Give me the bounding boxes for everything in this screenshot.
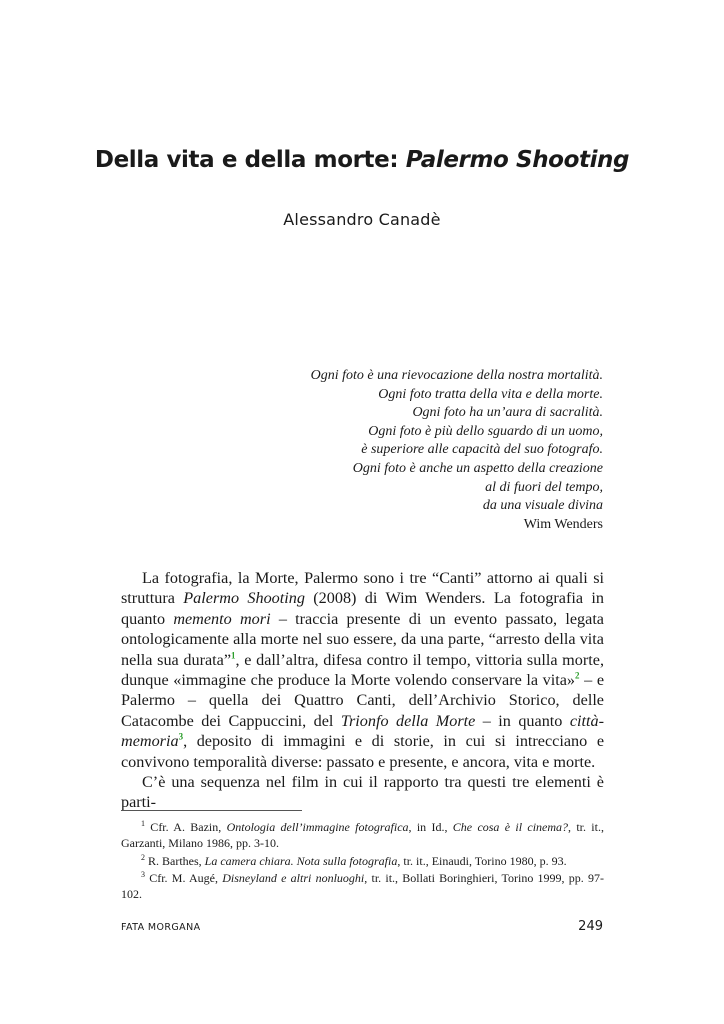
footnote-work-title: Ontologia dell’immagine fotografica — [226, 820, 409, 834]
article-title — [0, 144, 724, 176]
epigraph-line: da una visuale divina — [482, 498, 603, 514]
footnote-work-title: Che cosa è il cinema? — [452, 820, 569, 834]
epigraph — [183, 367, 603, 534]
text-run: – in quanto — [475, 711, 570, 730]
footnote-work-title: Disneyland e altri nonluoghi — [222, 871, 365, 885]
body-paragraph-1 — [121, 568, 604, 772]
body-paragraph-2: C’è una sequenza nel film in cui il rapporto tra questi tre elementi è parti- — [121, 773, 604, 812]
footnote-3 — [121, 870, 604, 902]
footnote-ref-2[interactable]: 2 — [575, 670, 580, 681]
term-italic: città-memoria — [121, 711, 604, 751]
footnote-text: R. Barthes, — [145, 853, 205, 868]
footnote-2 — [121, 853, 604, 869]
text-run: (2008) di Wim Wenders. La fotografia in quanto — [121, 589, 604, 628]
epigraph-line: al di fuori del tempo, — [485, 479, 603, 495]
title-italic: Palermo Shooting — [405, 147, 630, 173]
footnote-number: 2 — [141, 852, 145, 862]
footnote-divider — [121, 810, 302, 811]
journal-name: FATA MORGANA — [121, 922, 201, 933]
footnote-1 — [121, 819, 604, 851]
footnote-work-title: La camera chiara. Nota sulla fotografia — [204, 853, 398, 868]
footnote-ref-1[interactable]: 1 — [231, 650, 236, 661]
latin-term-italic: memento mori — [173, 609, 271, 628]
epigraph-line: Ogni foto è anche un aspetto della creazione — [352, 460, 603, 476]
footnote-text: , in Id., — [408, 820, 453, 834]
epigraph-line: Ogni foto è più dello sguardo di un uomo, — [368, 423, 603, 439]
epigraph-line: è superiore alle capacità del suo fotografo. — [361, 442, 603, 458]
footnote-text: Cfr. A. Bazin, — [145, 820, 227, 834]
epigraph-attribution: Wim Wenders — [523, 516, 603, 532]
page-number: 249 — [578, 919, 603, 934]
footnote-text: , tr. it., Garzanti, Milano 1986, pp. 3-10. — [121, 820, 604, 850]
film-title-italic: Palermo Shooting — [183, 589, 305, 608]
text-run: La fotografia, la Morte, Palermo sono i tre “Canti” attorno ai quali si struttura — [121, 569, 604, 608]
article-body — [121, 568, 604, 813]
footnote-text: , tr. it., Bollati Boringhieri, Torino 1999, pp. 97-102. — [121, 871, 605, 901]
footnote-text: Cfr. M. Augé, — [145, 871, 223, 885]
epigraph-line: Ogni foto ha un’aura di sacralità. — [412, 405, 603, 421]
footnotes — [121, 819, 604, 904]
artwork-title-italic: Trionfo della Morte — [340, 711, 476, 730]
epigraph-line: Ogni foto è una rievocazione della nostra mortalità. — [310, 368, 603, 383]
title-main: Della vita e della morte: — [94, 147, 406, 173]
footnote-number: 3 — [141, 870, 145, 879]
footnote-number: 1 — [141, 819, 145, 828]
text-run: , e dall’altra, difesa contro il tempo, vittoria sulla morte, dunque «immagine che produce la Morte volendo conservare la vita» — [121, 650, 604, 690]
author-name: Alessandro Canadè — [283, 210, 441, 229]
text-run: – e Palermo – quella dei Quattro Canti, dell’Archivio Storico, delle Catacombe dei Cappuccini, del — [121, 671, 605, 730]
footnote-text: , tr. it., Einaudi, Torino 1980, p. 93. — [397, 853, 567, 868]
text-run: – traccia presente di un evento passato, legata ontologicamente alla morte nel suo essere, da una parte, “arresto della vita nella sua durata” — [121, 609, 604, 669]
footnote-ref-3[interactable]: 3 — [178, 731, 184, 742]
epigraph-line: Ogni foto tratta della vita e della morte. — [378, 386, 603, 402]
text-run: , deposito di immagini e di storie, in cui si intrecciano e convivono temporalità diverse: passato e presente, e ancora, vita e morte. — [121, 732, 604, 771]
